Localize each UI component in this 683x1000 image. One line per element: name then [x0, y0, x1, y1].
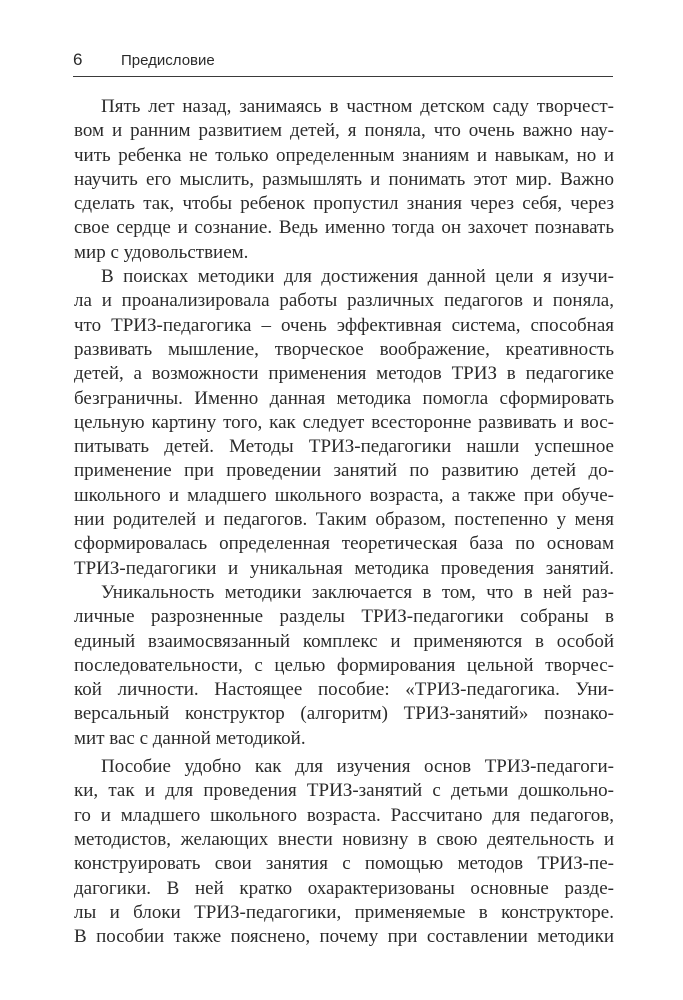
text-line: мит вас с данной методикой.: [74, 727, 306, 749]
text-line: последовательности, с целью формирования цельной творчес-: [74, 654, 614, 676]
body-text: [74, 95, 614, 949]
running-title: Предисловие: [121, 52, 215, 69]
text-line: единый взаимосвязанный комплекс и применяются в особой: [74, 630, 614, 652]
text-line: Пять лет назад, занимаясь в частном детском саду творчест-: [101, 96, 614, 117]
text-line: кой личности. Настоящее пособие: «ТРИЗ-педагогика. Уни-: [74, 679, 614, 701]
text-line: школьного и младшего школьного возраста, а также при обуче-: [74, 484, 614, 506]
paragraph-4: [74, 755, 614, 949]
text-line: личные разрозненные разделы ТРИЗ-педагогики собраны в: [74, 606, 614, 628]
paragraph-1: [74, 95, 614, 265]
text-line: методистов, желающих внести новизну в свою деятельность и: [74, 828, 614, 850]
text-line: дагогики. В ней кратко охарактеризованы основные разде-: [74, 877, 614, 899]
text-line: сформировалась определенная теоретическая база по основам: [74, 533, 614, 555]
text-line: безграничны. Именно данная методика помогла сформировать: [74, 387, 614, 409]
text-line: ла и проанализировала работы различных педагогов и поняла,: [74, 290, 614, 312]
text-line: что ТРИЗ-педагогика – очень эффективная система, способная: [74, 314, 614, 336]
text-line: В поисках методики для достижения данной цели я изучи-: [101, 266, 614, 288]
text-line: лы и блоки ТРИЗ-педагогики, применяемые в конструкторе.: [74, 901, 614, 923]
text-line: Уникальность методики заключается в том, что в ней раз-: [101, 581, 614, 603]
page-header: [73, 50, 613, 77]
text-line: го и младшего школьного возраста. Рассчитано для педагогов,: [74, 804, 614, 826]
text-line: питывать детей. Методы ТРИЗ-педагогики нашли успешное: [74, 436, 614, 458]
text-line: версальный конструктор (алгоритм) ТРИЗ-занятий» познако-: [74, 703, 614, 725]
text-line: мир с удовольствием.: [74, 241, 249, 263]
text-line: развивать мышление, творческое воображение, креативность: [74, 338, 614, 360]
text-line: детей, а возможности применения методов ТРИЗ в педагогике: [74, 363, 614, 385]
text-line: цельную картину того, как следует всесторонне развивать и вос-: [74, 411, 614, 433]
text-line: сделать так, чтобы ребенок пропустил знания через себя, через: [74, 193, 614, 215]
paragraph-2: [74, 265, 614, 581]
text-line: Пособие удобно как для изучения основ ТРИЗ-педагоги-: [101, 756, 614, 778]
text-line: конструировать свои занятия с помощью методов ТРИЗ-пе-: [74, 853, 614, 875]
text-line: научить его мыслить, размышлять и понимать этот мир. Важно: [74, 168, 614, 190]
text-line: применение при проведении занятий по развитию детей до-: [74, 460, 614, 482]
text-line: ТРИЗ-педагогики и уникальная методика проведения занятий.: [74, 557, 614, 579]
text-line: свое сердце и сознание. Ведь именно тогда он захочет познавать: [74, 217, 614, 239]
text-line: ки, так и для проведения ТРИЗ-занятий с детьми дошкольно-: [74, 780, 614, 802]
page-number: 6: [73, 50, 83, 69]
paragraph-3: [74, 581, 614, 751]
text-line: В пособии также пояснено, почему при составлении методики: [74, 926, 614, 948]
text-line: нии родителей и педагогов. Таким образом, постепенно у меня: [74, 509, 614, 531]
text-line: вом и ранним развитием детей, я поняла, что очень важно нау-: [74, 120, 614, 142]
text-line: чить ребенка не только определенным знаниям и навыкам, но и: [74, 144, 614, 166]
